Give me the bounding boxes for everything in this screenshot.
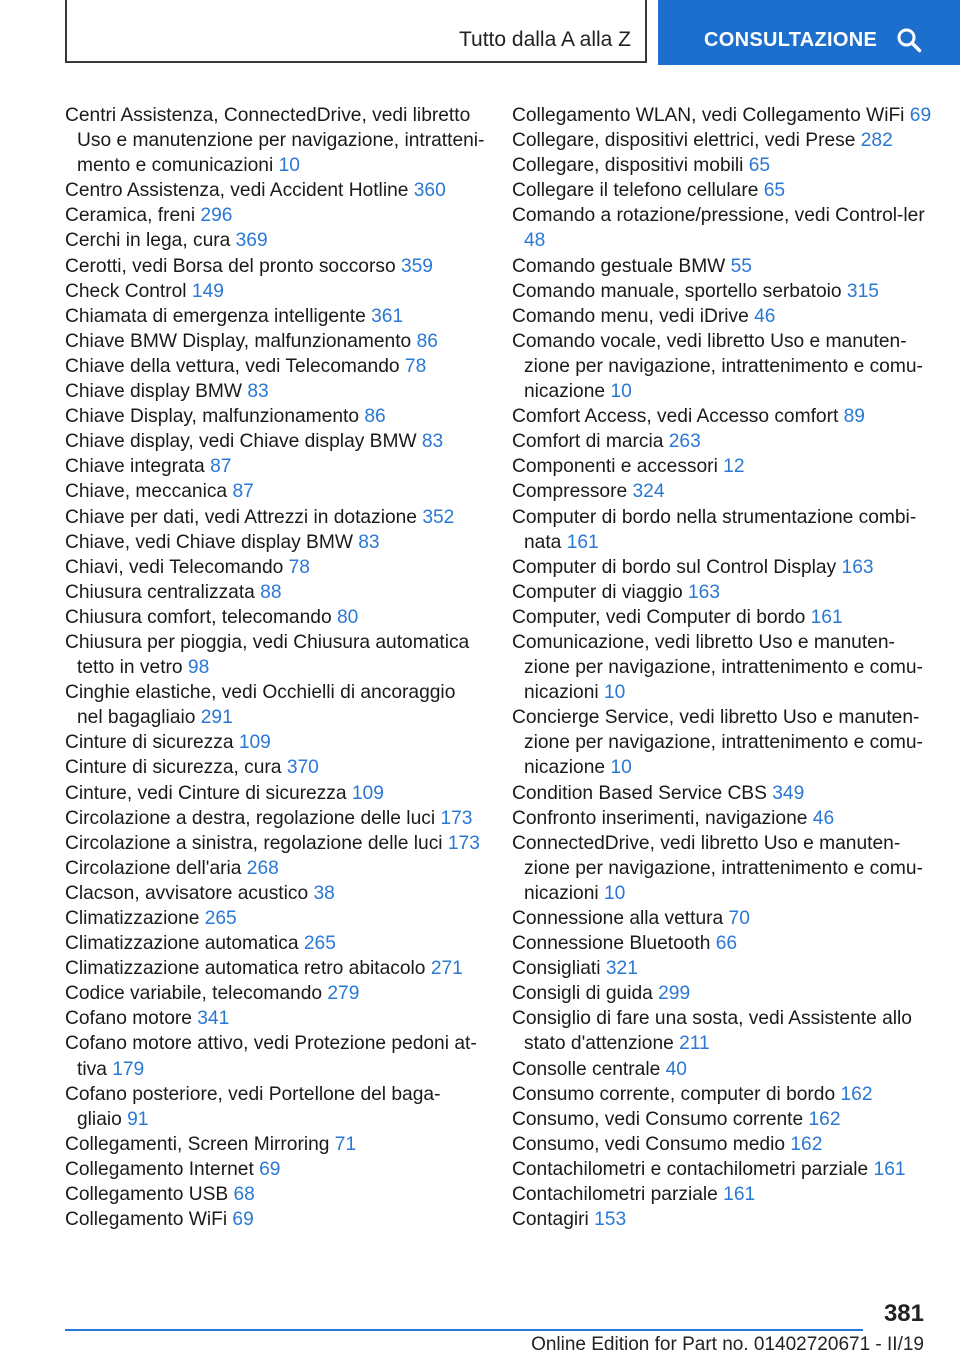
index-entry-term: Computer, vedi Computer di bordo (512, 606, 811, 628)
index-entry-page-link[interactable]: 87 (210, 456, 232, 478)
index-entry-page-link[interactable]: 299 (658, 983, 691, 1005)
edition-text: Online Edition for Part no. 01402720671 - II/19 (531, 1334, 924, 1355)
index-entry-page-link[interactable]: 89 (843, 406, 865, 428)
index-entry-term: Connessione alla vettura (512, 908, 729, 929)
index-entry-page-link[interactable]: 46 (812, 807, 835, 829)
index-entry-page-link[interactable]: 46 (754, 305, 776, 327)
index-entry (65, 605, 485, 630)
index-entry-page-link[interactable]: 83 (247, 381, 269, 403)
index-entry-term: Check Control (65, 280, 192, 302)
search-icon[interactable] (896, 27, 922, 53)
index-entry-page-link[interactable]: 296 (200, 205, 233, 227)
index-entry (512, 479, 932, 504)
index-entry-term: Comunicazione, vedi libretto Uso e manuten-zione per navigazione, intrattenimento e comu-nicazioni (512, 631, 923, 704)
index-entry-page-link[interactable]: 265 (204, 908, 237, 929)
index-entry (65, 354, 485, 379)
index-entry-page-link[interactable]: 69 (909, 105, 932, 126)
index-entry-page-link[interactable]: 173 (440, 807, 473, 829)
index-entry-page-link[interactable]: 66 (715, 933, 738, 955)
index-entry-page-link[interactable]: 265 (303, 933, 336, 955)
index-entry-page-link[interactable]: 163 (841, 556, 874, 578)
index-entry-term: Chiave Display, malfunzionamento (65, 406, 365, 428)
index-entry-page-link[interactable]: 78 (288, 556, 310, 578)
index-entry (65, 730, 485, 755)
index-entry-term: Comando gestuale BMW (512, 255, 731, 277)
consultazione-tab[interactable] (658, 0, 960, 65)
index-entry-term: Collegare il telefono cellulare (512, 180, 764, 202)
index-entry (512, 1182, 932, 1207)
index-entry-term: Centro Assistenza, vedi Accident Hotline (65, 180, 414, 202)
index-entry (512, 1057, 932, 1082)
index-entry-page-link[interactable]: 10 (278, 155, 300, 177)
index-entry-page-link[interactable]: 91 (127, 1108, 149, 1130)
index-entry (65, 505, 485, 530)
index-entry-page-link[interactable]: 162 (808, 1108, 841, 1130)
index-entry-page-link[interactable]: 291 (200, 707, 233, 729)
index-entry-term: Cofano posteriore, vedi Portellone del baga-gliaio (65, 1083, 441, 1130)
index-entry-term: Cerotti, vedi Borsa del pronto soccorso (65, 255, 401, 277)
index-entry-page-link[interactable]: 149 (191, 280, 224, 302)
index-entry (512, 1107, 932, 1132)
index-entry-term: Chiave, meccanica (65, 481, 233, 503)
consultazione-tab-label: CONSULTAZIONE (704, 29, 878, 51)
index-entry-term: Contagiri (512, 1209, 595, 1231)
index-entry (65, 404, 485, 429)
index-entry (65, 1207, 485, 1232)
index-entry (512, 580, 932, 605)
index-entry-page-link[interactable]: 69 (259, 1158, 281, 1180)
index-entry-term: Climatizzazione automatica retro abitacolo (65, 958, 431, 980)
index-entry (512, 630, 932, 705)
index-entry-page-link[interactable]: 98 (187, 657, 210, 679)
index-entry-page-link[interactable]: 179 (112, 1058, 145, 1080)
index-entry-page-link[interactable]: 86 (416, 330, 438, 352)
index-entry-page-link[interactable]: 10 (610, 757, 632, 779)
index-entry-term: Codice variabile, telecomando (65, 983, 328, 1005)
index-entry-term: Collegare, dispositivi elettrici, vedi Prese (512, 130, 861, 152)
index-entry (65, 1082, 485, 1132)
index-entry-term: Chiusura comfort, telecomando (65, 606, 337, 628)
index-entry-page-link[interactable]: 163 (687, 581, 720, 603)
index-entry (65, 1132, 485, 1157)
index-entry-term: Computer di bordo nella strumentazione combi-nata (512, 506, 917, 553)
index-entry (512, 981, 932, 1006)
index-entry (512, 1132, 932, 1157)
index-entry-term: Centri Assistenza, ConnectedDrive, vedi libretto Uso e manutenzione per navigazione, intratteni-mento e comunicazioni (65, 105, 485, 177)
index-entry (65, 806, 485, 831)
index-entry-term: Chiave della vettura, vedi Telecomando (65, 355, 405, 377)
index-entry-term: Condition Based Service CBS (512, 782, 773, 804)
index-entry (512, 178, 932, 203)
index-entry (65, 1031, 485, 1081)
index-entry (512, 831, 932, 906)
index-entry (65, 203, 485, 228)
index-entry-term: Cofano motore attivo, vedi Protezione pedoni at-tiva (65, 1033, 477, 1080)
index-entry (512, 1082, 932, 1107)
index-entry-term: Chiamata di emergenza intelligente (65, 305, 372, 327)
index-entry-term: Comfort Access, vedi Accesso comfort (512, 406, 844, 428)
index-entry-page-link[interactable]: 268 (246, 857, 279, 879)
index-entry-page-link[interactable]: 88 (260, 581, 282, 603)
index-entry-page-link[interactable]: 38 (313, 882, 335, 904)
index-entry-term: Computer di viaggio (512, 581, 688, 603)
index-entry-page-link[interactable]: 83 (421, 431, 444, 453)
index-entry-page-link[interactable]: 109 (238, 732, 271, 754)
index-entry (512, 103, 932, 128)
page-number: 381 (883, 1300, 924, 1327)
index-entry-page-link[interactable]: 153 (594, 1209, 627, 1231)
index-entry-page-link[interactable]: 161 (723, 1184, 756, 1206)
index-entry-page-link[interactable]: 282 (860, 130, 893, 152)
index-entry-page-link[interactable]: 65 (763, 180, 786, 202)
index-entry-term: Consiglio di fare una sosta, vedi Assistente allo stato d'attenzione (512, 1008, 912, 1055)
index-entry (512, 956, 932, 981)
index-entry (65, 630, 485, 680)
index-entry-page-link[interactable]: 361 (371, 305, 404, 327)
index-entry-term: Cinture, vedi Cinture di sicurezza (65, 782, 352, 804)
index-entry (512, 454, 932, 479)
index-entry (512, 304, 932, 329)
index-entry-term: Contachilometri parziale (512, 1184, 724, 1206)
index-entry (512, 1207, 932, 1232)
index-entry-term: Clacson, avvisatore acustico (65, 882, 314, 904)
index-entry-term: Circolazione dell'aria (65, 857, 247, 879)
section-tab-label: Tutto dalla A alla Z (459, 28, 631, 51)
index-entry-page-link[interactable]: 70 (728, 908, 750, 929)
index-entry-term: Chiave display, vedi Chiave display BMW (65, 431, 422, 453)
index-entry-page-link[interactable]: 321 (605, 958, 638, 980)
index-entry (512, 329, 932, 404)
index-entry-term: Chiusura per pioggia, vedi Chiusura automatica tetto in vetro (65, 631, 470, 679)
index-entry-term: Computer di bordo sul Control Display (512, 556, 842, 578)
index-entry-page-link[interactable]: 48 (524, 230, 546, 252)
index-entry-term: Cerchi in lega, cura (65, 230, 236, 252)
index-entry-term: Circolazione a destra, regolazione delle luci (65, 807, 441, 829)
index-entry (65, 254, 485, 279)
index-entry-term: Climatizzazione automatica (65, 933, 304, 955)
index-entry-page-link[interactable]: 87 (232, 481, 254, 503)
index-entry-page-link[interactable]: 161 (873, 1158, 906, 1180)
index-entry-term: Chiave integrata (65, 456, 211, 478)
index-entry (65, 856, 485, 881)
index-entry (512, 781, 932, 806)
index-entry-term: Comando a rotazione/pressione, vedi Control-ler (512, 205, 925, 227)
index-entry-page-link[interactable]: 369 (235, 230, 268, 252)
index-entry-page-link[interactable]: 109 (351, 782, 384, 804)
index-column-left (65, 103, 485, 1232)
index-entry-term: Contachilometri e contachilometri parziale (512, 1158, 874, 1180)
index-entry-term: Chiave display BMW (65, 381, 248, 403)
index-entry-term: Connessione Bluetooth (512, 933, 716, 955)
index-entry (512, 1157, 932, 1182)
index-entry-term: Consumo, vedi Consumo corrente (512, 1108, 809, 1130)
index-entry-page-link[interactable]: 80 (336, 606, 359, 628)
index-entry-page-link[interactable]: 55 (730, 255, 752, 277)
index-entry-page-link[interactable]: 349 (772, 782, 805, 804)
index-entry-term: Ceramica, freni (65, 205, 201, 227)
index-entry-term: Chiave, vedi Chiave display BMW (65, 531, 359, 553)
index-entry-page-link[interactable]: 279 (327, 983, 360, 1005)
index-entry (65, 429, 485, 454)
index-entry-page-link[interactable]: 40 (665, 1058, 687, 1080)
index-entry-term: Collegamenti, Screen Mirroring (65, 1133, 335, 1155)
index-entry-page-link[interactable]: 359 (400, 255, 433, 277)
index-entry-term: Chiusura centralizzata (65, 581, 261, 603)
index-entry-page-link[interactable]: 69 (232, 1209, 254, 1231)
index-entry (65, 580, 485, 605)
index-entry-term: ConnectedDrive, vedi libretto Uso e manuten-zione per navigazione, intrattenimento e comu-nicazioni (512, 832, 923, 904)
index-entry (65, 906, 485, 931)
index-entry (65, 103, 485, 178)
index-entry-page-link[interactable]: 271 (430, 958, 463, 980)
index-entry-page-link[interactable]: 360 (413, 180, 446, 202)
index-entry-term: Chiave per dati, vedi Attrezzi in dotazione (65, 506, 423, 528)
index-entry (512, 605, 932, 630)
index-entry-term: Circolazione a sinistra, regolazione delle luci (65, 832, 448, 854)
index-entry-page-link[interactable]: 315 (846, 280, 879, 302)
index-entry-term: Compressore (512, 481, 633, 503)
index-entry (65, 755, 485, 780)
index-entry (65, 479, 485, 504)
index-entry-term: Chiavi, vedi Telecomando (65, 556, 289, 578)
index-entry-page-link[interactable]: 352 (422, 506, 455, 528)
index-entry-term: Comfort di marcia (512, 431, 669, 453)
index-entry (512, 254, 932, 279)
index-entry-term: Cofano motore (65, 1008, 198, 1030)
index-entry-term: Collegamento WLAN, vedi Collegamento WiFi (512, 105, 910, 126)
index-entry-term: Climatizzazione (65, 908, 205, 929)
index-entry-page-link[interactable]: 341 (197, 1008, 230, 1030)
index-entry-term: Comando manuale, sportello serbatoio (512, 280, 847, 302)
section-tab[interactable] (65, 0, 647, 63)
index-entry-term: Consumo, vedi Consumo medio (512, 1133, 791, 1155)
index-entry (512, 1006, 932, 1056)
index-entry-term: Collegare, dispositivi mobili (512, 155, 749, 177)
index-entry-term: Consigli di guida (512, 983, 659, 1005)
index-entry (65, 931, 485, 956)
index-entry-term: Cinture di sicurezza (65, 732, 239, 754)
index-entry-term: Collegamento Internet (65, 1158, 260, 1180)
index-entry-term: Chiave BMW Display, malfunzionamento (65, 330, 417, 352)
index-entry (65, 1006, 485, 1031)
index-entry (512, 153, 932, 178)
index-entry (65, 279, 485, 304)
index-entry (512, 906, 932, 931)
index-entry (512, 128, 932, 153)
index-entry-page-link[interactable]: 211 (679, 1033, 710, 1055)
index-entry-page-link[interactable]: 12 (723, 456, 745, 478)
index-entry (65, 530, 485, 555)
index-entry (65, 178, 485, 203)
index-entry (65, 1157, 485, 1182)
index-column-right (512, 103, 932, 1232)
index-entry (65, 680, 485, 730)
footer-divider (65, 1329, 863, 1331)
index-entry-term: Comando vocale, vedi libretto Uso e manuten-zione per navigazione, intrattenimento e comu-nicazione (512, 330, 923, 403)
index-entry-term: Concierge Service, vedi libretto Uso e manuten-zione per navigazione, intrattenimento e comu-nicazione (512, 707, 923, 779)
index-entry-page-link[interactable]: 173 (447, 832, 480, 854)
index-entry (65, 1182, 485, 1207)
index-entry-page-link[interactable]: 86 (364, 406, 386, 428)
index-entry-page-link[interactable]: 162 (790, 1133, 823, 1155)
index-entry (512, 404, 932, 429)
index-entry (65, 329, 485, 354)
index-entry-page-link[interactable]: 68 (233, 1184, 255, 1206)
index-entry-page-link[interactable]: 162 (840, 1083, 873, 1105)
index-entry-page-link[interactable]: 83 (358, 531, 380, 553)
index-entry-page-link[interactable]: 370 (286, 757, 319, 779)
index-entry-term: Collegamento WiFi (65, 1209, 233, 1231)
index-entry (65, 956, 485, 981)
index-entry (65, 555, 485, 580)
index-entry-page-link[interactable]: 10 (604, 882, 626, 904)
index-entry-term: Confronto inserimenti, navigazione (512, 807, 813, 829)
index-entry (65, 379, 485, 404)
index-entry (65, 228, 485, 253)
index-entry-page-link[interactable]: 324 (632, 481, 665, 503)
index-entry (512, 555, 932, 580)
index-entry-term: Collegamento USB (65, 1184, 234, 1206)
index-entry-page-link[interactable]: 161 (810, 606, 843, 628)
index-entry (512, 203, 932, 253)
index-entry (65, 781, 485, 806)
index-entry-page-link[interactable]: 10 (610, 381, 632, 403)
index-entry (512, 505, 932, 555)
index-entry-term: Consumo corrente, computer di bordo (512, 1083, 841, 1105)
index-entry-term: Consolle centrale (512, 1058, 666, 1080)
index-entry-page-link[interactable]: 78 (404, 355, 427, 377)
index-entry (512, 806, 932, 831)
index-entry-term: Cinture di sicurezza, cura (65, 757, 287, 779)
index-entry (65, 831, 485, 856)
index-entry-page-link[interactable]: 161 (566, 531, 599, 553)
index-entry-page-link[interactable]: 10 (604, 682, 626, 704)
index-entry (512, 429, 932, 454)
index-entry-term: Cinghie elastiche, vedi Occhielli di ancoraggio nel bagagliaio (65, 682, 456, 729)
index-entry (512, 931, 932, 956)
index-entry (65, 881, 485, 906)
index-entry-term: Comando menu, vedi iDrive (512, 305, 755, 327)
index-entry (512, 705, 932, 780)
index-entry (65, 981, 485, 1006)
index-entry (65, 304, 485, 329)
index-entry-page-link[interactable]: 65 (748, 155, 771, 177)
index-entry-term: Consigliati (512, 958, 606, 980)
index-entry-page-link[interactable]: 263 (668, 431, 701, 453)
index-entry-term: Componenti e accessori (512, 456, 724, 478)
index-entry (512, 279, 932, 304)
index-entry (65, 454, 485, 479)
page-header (0, 0, 960, 66)
index-entry-page-link[interactable]: 71 (334, 1133, 357, 1155)
